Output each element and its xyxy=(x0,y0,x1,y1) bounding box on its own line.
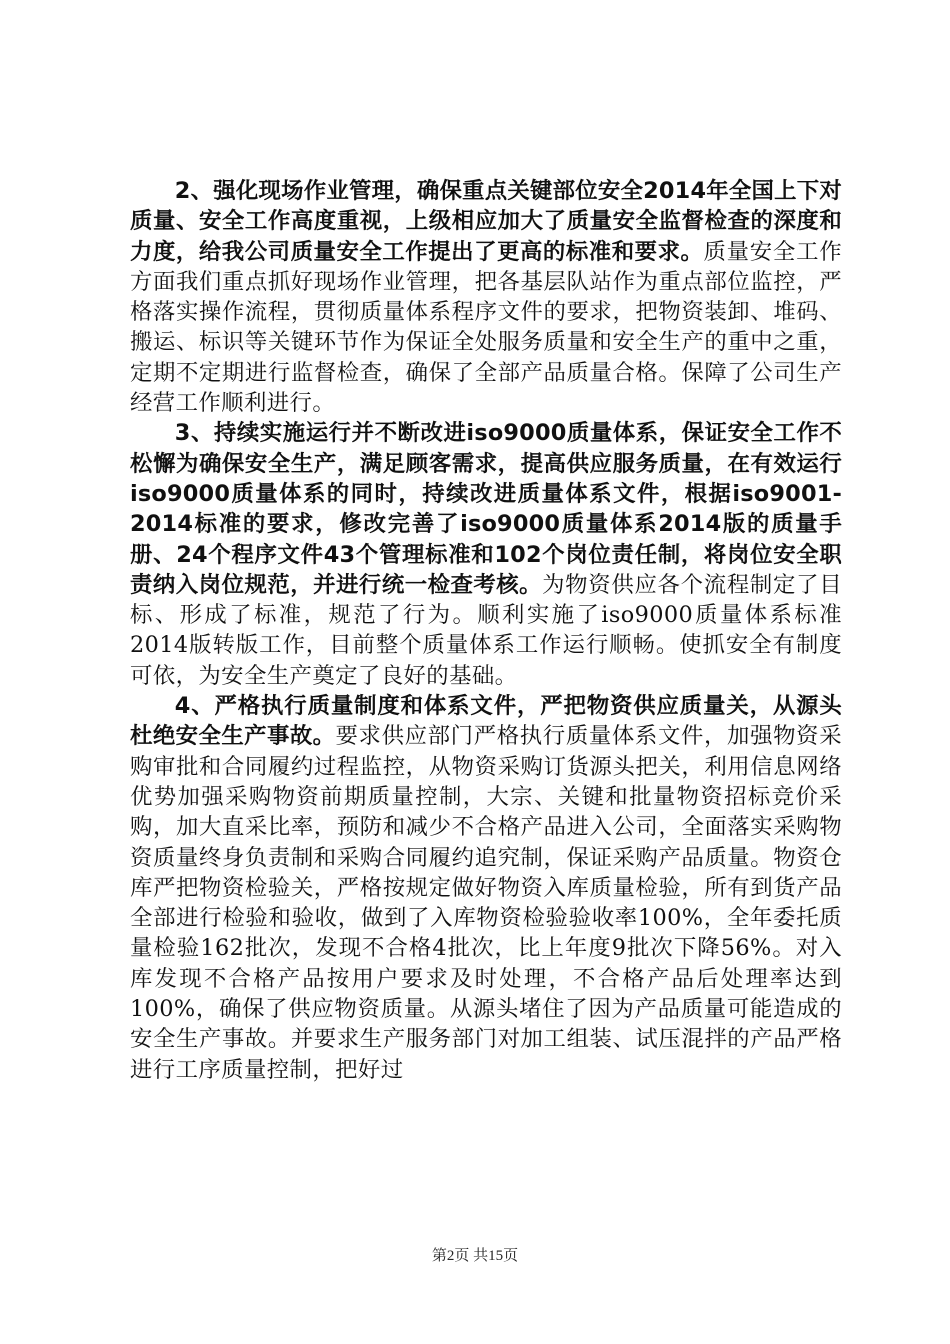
paragraph-2 xyxy=(130,176,842,418)
document-body xyxy=(130,176,842,1085)
page-number-footer: 第2页 共15页 xyxy=(431,1248,519,1264)
paragraph-3 xyxy=(130,418,842,691)
paragraph-4 xyxy=(130,691,842,1085)
paragraph-2-heading: 2、强化现场作业管理，确保重点关键部位安全2014年全国上下对质量、安全工作高度重视，上级相应加大了质量安全监督检查的深度和力度，给我公司质量安全工作提出了更高的标准和要求。 xyxy=(130,178,842,265)
paragraph-2-text: 质量安全工作方面我们重点抓好现场作业管理，把各基层队站作为重点部位监控，严格落实操作流程，贯彻质量体系程序文件的要求，把物资装卸、堆码、搬运、标识等关键环节作为保证全处服务质量和安全生产的重中之重，定期不定期进行监督检查，确保了全部产品质量合格。保障了公司生产经营工作顺利进行。 xyxy=(130,238,843,417)
paragraph-4-text: 要求供应部门严格执行质量体系文件，加强物资采购审批和合同履约过程监控，从物资采购订货源头把关，利用信息网络优势加强采购物资前期质量控制，大宗、关键和批量物资招标竞价采购，加大直采比率，预防和减少不合格产品进入公司，全面落实采购物资质量终身负责制和采购合同履约追究制，保证采购产品质量。物资仓库严把物资检验关，严格按规定做好物资入库质量检验，所有到货产品全部进行检验和验收，做到了入库物资检验验收率100%，全年委托质量检验162批次，发现不合格4批次，比上年度9批次下降56%。对入库发现不合格产品按用户要求及时处理，不合格产品后处理率达到100%，确保了供应物资质量。从源头堵住了因为产品质量可能造成的安全生产事故。并要求生产服务部门对加工组装、试压混拌的产品严格进行工序质量控制，把好过 xyxy=(130,723,842,1083)
paragraph-3-heading: 3、持续实施运行并不断改进iso9000质量体系，保证安全工作不松懈为确保安全生产，满足顾客需求，提高供应服务质量，在有效运行iso9000质量体系的同时，持续改进质量体系文件，根据iso9001-2014标准的要求，修改完善了iso9000质量体系2014版的质量手册、24个程序文件43个管理标准和102个岗位责任制，将岗位安全职责纳入岗位规范，并进行统一检查考核。 xyxy=(130,420,842,598)
paragraph-4-heading: 4、严格执行质量制度和体系文件，严把物资供应质量关，从源头杜绝安全生产事故。 xyxy=(130,693,842,750)
paragraph-3-text: 为物资供应各个流程制定了目标、形成了标准，规范了行为。顺利实施了iso9000质量体系标准2014版转版工作，目前整个质量体系工作运行顺畅。使抓安全有制度可依，为安全生产奠定了良好的基础。 xyxy=(130,571,842,689)
